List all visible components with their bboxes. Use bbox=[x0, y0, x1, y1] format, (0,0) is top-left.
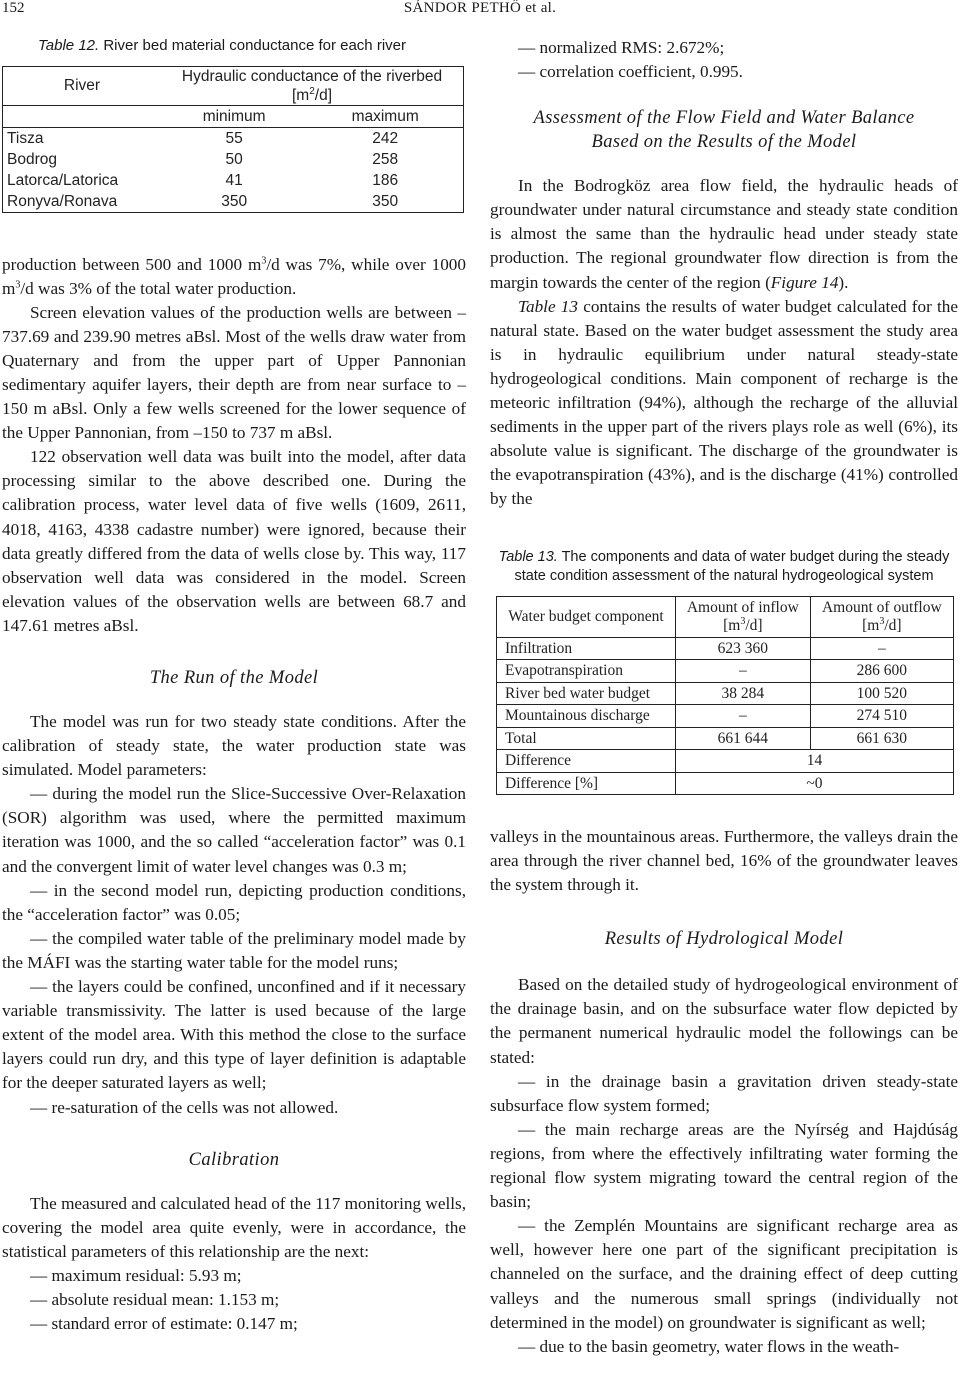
paragraph-observation-wells: 122 observation well data was built into the model, after data processing similar to the above described one. During the calibration process, water level data of five wells (1609, 2611, 4018, 4163, 4338 cadastre number) were ignored, because their data greatly differed from the data of wells close by. This way, 117 observation well data was considered in the model. Screen elevation values of the observation wells are between 68.7 and 147.61 metres aBsl. bbox=[2, 447, 466, 635]
table13 bbox=[496, 596, 954, 796]
table-row: Infiltration 623 360 – bbox=[497, 637, 954, 660]
paragraph-flow-field: In the Bodrogköz area flow field, the hydraulic heads of groundwater under natural circumstance and steady state condition is almost the same than the hydraulic head under steady state production. The regional groundwater flow direction is from the margin towards the center of the region (Figure 14). bbox=[490, 176, 958, 292]
table12-caption-label: Table 12. bbox=[38, 37, 100, 54]
table12-river: Bodrog bbox=[7, 150, 57, 168]
table13-caption-label: Table 13. bbox=[498, 548, 558, 565]
list-item: — the main recharge areas are the Nyírség and Hajdúság regions, from where the effectively infiltrating water forming the regional flow system migrating toward the central region of the basin; bbox=[490, 1119, 958, 1212]
heading-assessment-line2: Based on the Results of the Model bbox=[591, 132, 857, 153]
table12-river: Ronyva/Ronava bbox=[7, 192, 118, 210]
table-row bbox=[3, 170, 464, 191]
table12-river: Latorca/Latorica bbox=[7, 171, 119, 189]
list-item: — the layers could be confined, unconfined and if it necessary variable transmissivity. The latter is used because of the large extent of the model area. With this method the close to the surface layers could run dry, and this type of layer definition is adaptable for the deeper saturated layers as well; bbox=[2, 977, 466, 1093]
table12-header-unit-pre: [m bbox=[291, 87, 310, 104]
heading-assessment bbox=[490, 106, 958, 154]
table12-min: 41 bbox=[225, 171, 243, 189]
heading-run-of-model: The Run of the Model bbox=[149, 668, 319, 688]
list-item: — the Zemplén Mountains are significant recharge area as well, however here one part of the significant precipitation is channeled on the surface, and the draining effect of deep cutting valleys and the numerous small springs (individually not determined in the model) on groundwater is significant as well; bbox=[490, 1216, 958, 1332]
table12-header-max: maximum bbox=[307, 105, 463, 127]
table-row: Difference [%] ~0 bbox=[497, 772, 954, 795]
running-authors: SÁNDOR PETHŐ et al. bbox=[403, 0, 557, 16]
table-row: Mountainous discharge – 274 510 bbox=[497, 705, 954, 728]
list-item: — in the drainage basin a gravitation driven steady-state subsurface flow system formed; bbox=[490, 1071, 958, 1115]
right-column bbox=[490, 36, 958, 1359]
list-item: — maximum residual: 5.93 m; bbox=[30, 1265, 242, 1285]
table-row bbox=[3, 191, 464, 213]
table12-min: 50 bbox=[225, 150, 243, 168]
list-item: — in the second model run, depicting production conditions, the “acceleration factor” was 0.05; bbox=[2, 880, 466, 924]
table12-header-unit-sup: 2 bbox=[309, 85, 315, 97]
paragraph-calibration: The measured and calculated head of the 117 monitoring wells, covering the model area quite evenly, were in accordance, the statistical parameters of this relationship are the next: bbox=[2, 1193, 466, 1261]
table12-min: 55 bbox=[225, 129, 243, 147]
heading-calibration: Calibration bbox=[188, 1149, 280, 1170]
table-row bbox=[3, 149, 464, 170]
paragraph-production: production between 500 and 1000 $m^3/d$ was 7%, while over 1000 $m^3/d$ was 3% of the total water production. bbox=[2, 254, 466, 298]
left-column bbox=[2, 36, 466, 1336]
table12-max: 258 bbox=[372, 150, 399, 168]
table12-river: Tisza bbox=[7, 129, 44, 147]
list-item: — standard error of estimate: 0.147 m; bbox=[30, 1314, 298, 1334]
list-item: — normalized RMS: 2.672%; bbox=[518, 38, 725, 57]
table12-max: 186 bbox=[372, 171, 399, 189]
paragraph-model-run: The model was run for two steady state conditions. After the calibration of steady state, the water production state was simulated. Model parameters: bbox=[2, 712, 466, 780]
table12-max: 350 bbox=[372, 192, 399, 210]
list-item: — absolute residual mean: 1.153 m; bbox=[30, 1289, 280, 1309]
list-item: — the compiled water table of the preliminary model made by the MÁFI was the starting water table for the model runs; bbox=[2, 928, 466, 972]
table13-header-inflow: Amount of inflow $[m^3/d]$ bbox=[676, 596, 811, 637]
table12-caption bbox=[2, 36, 466, 56]
table12 bbox=[2, 66, 464, 213]
paragraph-screen-elevation: Screen elevation values of the production wells are between –737.69 and 239.90 metres aBsl. Most of the wells draw water from Quaternary and from the upper part of Upper Pannonian sedimentary aquifer layers, their depth are from near surface to –150 m aBsl. Only a few wells screened for the lower sequence of the Upper Pannonian, from –150 to 737 m aBsl. bbox=[2, 302, 466, 443]
heading-assessment-line1: Assessment of the Flow Field and Water Balance bbox=[533, 108, 915, 129]
list-item: — correlation coefficient, 0.995. bbox=[518, 62, 743, 82]
table-row: River bed water budget 38 284 100 520 bbox=[497, 682, 954, 705]
running-header bbox=[0, 0, 960, 22]
table12-max: 242 bbox=[372, 129, 399, 147]
table13-header-outflow: Amount of outflow $[m^3/d]$ bbox=[810, 596, 953, 637]
table-row: Total 661 644 661 630 bbox=[497, 727, 954, 750]
table13-caption: Table 13. The components and data of water budget during the steady state condition assessment of the natural hydrogeological system bbox=[498, 548, 950, 584]
table12-caption-text: River bed material conductance for each river bbox=[99, 37, 406, 54]
table13-header-component: Water budget component bbox=[497, 596, 676, 637]
paragraph-results: Based on the detailed study of hydrogeological environment of the drainage basin, and on the subsurface water flow depicted by the permanent numerical hydraulic model the followings can be stated: bbox=[490, 975, 958, 1067]
table12-header-group bbox=[161, 67, 464, 106]
list-item: — re-saturation of the cells was not allowed. bbox=[30, 1097, 339, 1117]
list-item: — due to the basin geometry, water flows in the weath- bbox=[518, 1336, 900, 1356]
table-row: Difference 14 bbox=[497, 750, 954, 773]
paragraph-valleys: valleys in the mountainous areas. Furthermore, the valleys drain the area through the river channel bed, 16% of the groundwater leaves the system through it. bbox=[490, 827, 958, 895]
table12-header-group-line1: Hydraulic conductance of the riverbed bbox=[181, 68, 443, 85]
heading-results: Results of Hydrological Model bbox=[604, 929, 844, 950]
table-row: Evapotranspiration – 286 600 bbox=[497, 660, 954, 683]
table-row bbox=[3, 127, 464, 149]
list-item: — during the model run the Slice-Successive Over-Relaxation (SOR) algorithm was used, where the permitted maximum iteration was 1000, and the so called “acceleration factor” was 0.1 and the convergent limit of water level changes was 0.3 m; bbox=[2, 784, 466, 876]
figure-reference: Figure 14 bbox=[770, 272, 839, 292]
table12-min: 350 bbox=[221, 192, 248, 210]
table-reference: Table 13 bbox=[518, 296, 578, 316]
table12-header-min: minimum bbox=[161, 105, 307, 127]
paragraph-water-budget: Table 13 contains the results of water budget calculated for the natural state. Based on the water budget assessment the study area is in hydraulic equilibrium under natural steady-state hydrogeological conditions. Main component of recharge is the meteoric infiltration (94%), although the recharge of the alluvial sediments in the upper part of the rivers plays role as well (6%), its absolute value is significant. The discharge of the groundwater is the evapotranspiration (43%), and is the discharge (41%) controlled by the bbox=[490, 296, 959, 509]
table12-header-river: River bbox=[63, 77, 101, 95]
page-number: 152 bbox=[2, 0, 25, 16]
table12-header-unit-post: /d] bbox=[314, 87, 332, 104]
